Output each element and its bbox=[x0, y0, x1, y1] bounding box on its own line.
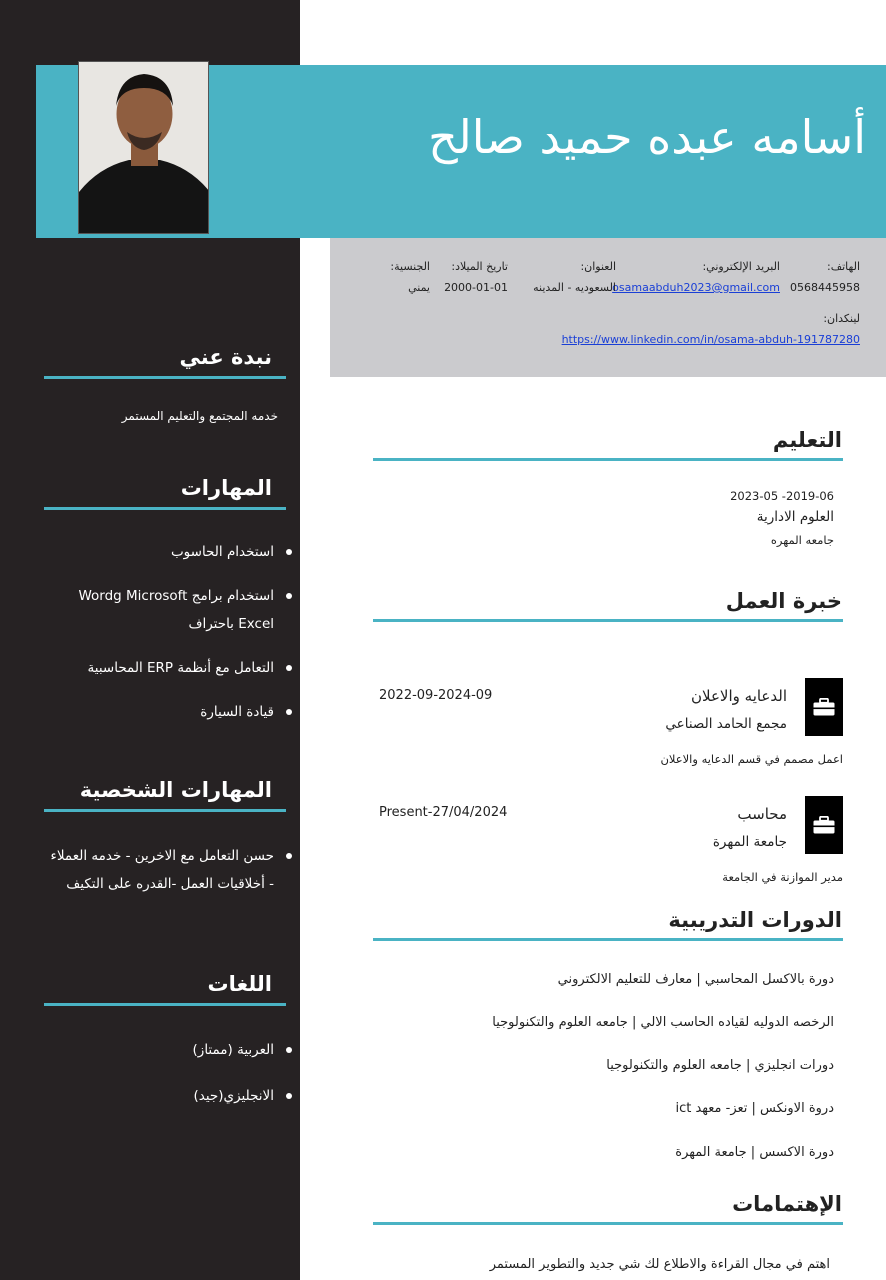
education-degree: العلوم الادارية bbox=[756, 509, 834, 525]
personal-skill-item: حسن التعامل مع الاخرين - خدمه العملاء - أخلاقيات العمل -القدره على التكيف bbox=[44, 842, 296, 898]
phone-value: 0568445958 bbox=[790, 281, 860, 294]
course-item: دورة الاكسس | جامعة المهرة bbox=[675, 1145, 834, 1160]
address-item bbox=[533, 260, 616, 294]
job-description: اعمل مصمم في قسم الدعايه والاعلان bbox=[660, 752, 843, 766]
phone-item bbox=[790, 260, 860, 294]
job-company: مجمع الحامد الصناعي bbox=[665, 716, 787, 732]
dob-label: تاريخ الميلاد: bbox=[451, 260, 508, 273]
linkedin-label: لينكدان: bbox=[823, 312, 860, 325]
email-item bbox=[612, 260, 780, 294]
courses-title: الدورات التدريبية bbox=[668, 908, 842, 932]
candidate-name: أسامه عبده حميد صالح bbox=[428, 110, 866, 164]
course-item: دورة بالاكسل المحاسبي | معارف للتعليم الالكتروني bbox=[557, 972, 834, 987]
skill-item: قيادة السيارة bbox=[44, 698, 296, 726]
education-title: التعليم bbox=[772, 428, 842, 452]
briefcase-icon bbox=[805, 796, 843, 854]
contact-info bbox=[330, 238, 886, 377]
course-item: دورات انجليزي | جامعه العلوم والتكنولوجيا bbox=[606, 1058, 834, 1073]
email-link[interactable]: osamaabduh2023@gmail.com bbox=[612, 281, 780, 294]
job-dates: 2022-09-2024-09 bbox=[379, 688, 493, 703]
education-rule bbox=[373, 458, 843, 461]
job-role: الدعايه والاعلان bbox=[691, 687, 787, 705]
about-rule bbox=[44, 376, 286, 379]
personal-skills-list bbox=[44, 842, 296, 898]
nationality-value: يمني bbox=[408, 281, 430, 294]
skills-list bbox=[44, 538, 296, 726]
languages-rule bbox=[44, 1003, 286, 1006]
personal-skills-title: المهارات الشخصية bbox=[79, 778, 272, 802]
skill-item: التعامل مع أنظمة ERP المحاسبية bbox=[44, 654, 296, 682]
email-label: البريد الإلكتروني: bbox=[702, 260, 780, 273]
about-title: نبدة عني bbox=[179, 345, 272, 369]
address-value: السعوديه - المدينه bbox=[533, 281, 616, 294]
briefcase-icon bbox=[805, 678, 843, 736]
address-label: العنوان: bbox=[580, 260, 616, 273]
course-item: دروة الاونكس | تعز- معهد ict bbox=[675, 1101, 834, 1116]
profile-photo bbox=[78, 61, 209, 234]
interests-rule bbox=[373, 1222, 843, 1225]
about-text: خدمه المجتمع والتعليم المستمر bbox=[121, 409, 278, 423]
skills-rule bbox=[44, 507, 286, 510]
skills-title: المهارات bbox=[180, 476, 272, 500]
job-description: مدير الموازنة في الجامعة bbox=[722, 870, 843, 884]
language-item: الانجليزي(جيد) bbox=[44, 1082, 296, 1110]
interests-title: الإهتمامات bbox=[732, 1192, 842, 1216]
dob-value: 2000-01-01 bbox=[444, 281, 508, 294]
experience-rule bbox=[373, 619, 843, 622]
dob-item bbox=[444, 260, 508, 294]
nationality-item bbox=[390, 260, 430, 294]
phone-label: الهاتف: bbox=[827, 260, 860, 273]
job-company: جامعة المهرة bbox=[712, 834, 787, 850]
languages-list bbox=[44, 1036, 296, 1110]
job-role: محاسب bbox=[737, 805, 787, 823]
languages-title: اللغات bbox=[207, 972, 272, 996]
linkedin-link[interactable]: https://www.linkedin.com/in/osama-abduh-191787280 bbox=[561, 333, 860, 346]
experience-title: خبرة العمل bbox=[725, 589, 842, 613]
job-dates: Present-27/04/2024 bbox=[379, 805, 508, 820]
education-dates: 2023-05 -2019-06 bbox=[730, 489, 834, 503]
courses-rule bbox=[373, 938, 843, 941]
nationality-label: الجنسية: bbox=[390, 260, 430, 273]
skill-item: استخدام الحاسوب bbox=[44, 538, 296, 566]
language-item: العربية (ممتاز) bbox=[44, 1036, 296, 1064]
interests-text: اهتم في مجال القراءة والاطلاع لك شي جديد والتطوير المستمر bbox=[489, 1257, 830, 1272]
linkedin-item bbox=[562, 312, 860, 346]
skill-item: استخدام برامج Wordg Microsoft Excel باحتراف bbox=[44, 582, 296, 638]
education-school: جامعه المهره bbox=[770, 533, 834, 547]
personal-skills-rule bbox=[44, 809, 286, 812]
course-item: الرخصه الدوليه لقياده الحاسب الالي | جامعه العلوم والتكنولوجيا bbox=[492, 1015, 834, 1030]
